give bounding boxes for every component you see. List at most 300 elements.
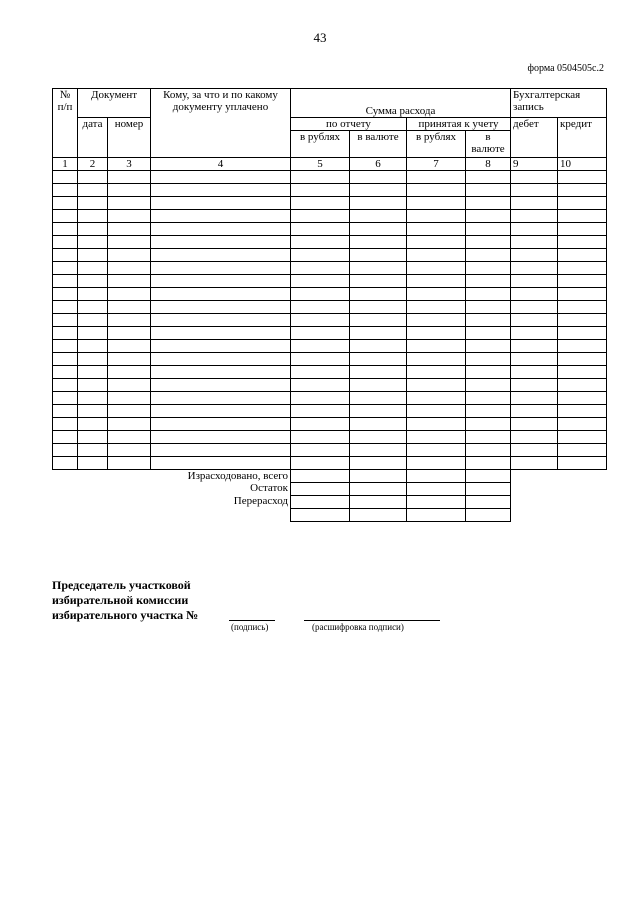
table-cell: [151, 170, 291, 183]
table-cell: [78, 313, 108, 326]
table-cell: [151, 183, 291, 196]
table-cell: [466, 378, 511, 391]
table-cell: [350, 404, 407, 417]
table-cell: [78, 274, 108, 287]
table-cell: [407, 443, 466, 456]
col-number-7: 7: [407, 157, 466, 170]
table-row: [53, 287, 607, 300]
table-cell: [511, 404, 558, 417]
table-cell: [53, 365, 78, 378]
table-cell: [350, 313, 407, 326]
signature-decode-caption: (расшифровка подписи): [312, 622, 404, 632]
table-row: [53, 196, 607, 209]
table-cell: [466, 183, 511, 196]
table-cell: [291, 430, 350, 443]
table-row: [53, 261, 607, 274]
table-cell: [151, 222, 291, 235]
table-cell: [53, 196, 78, 209]
table-cell: [291, 326, 350, 339]
table-cell: [466, 313, 511, 326]
table-row: [53, 443, 607, 456]
table-cell: [291, 209, 350, 222]
table-cell: [151, 430, 291, 443]
table-cell: [53, 222, 78, 235]
table-cell: [407, 222, 466, 235]
table-cell: [511, 391, 558, 404]
table-cell: [558, 274, 607, 287]
table-row: [53, 378, 607, 391]
table-cell: [108, 417, 151, 430]
table-cell: [108, 209, 151, 222]
overspend-row: [53, 495, 607, 508]
column-numbers-row: [53, 157, 607, 170]
table-cell: [407, 196, 466, 209]
table-cell: [78, 209, 108, 222]
table-cell: [108, 352, 151, 365]
table-cell: [151, 378, 291, 391]
table-cell: [291, 222, 350, 235]
table-cell: [350, 222, 407, 235]
table-cell: [558, 417, 607, 430]
table-cell: [511, 261, 558, 274]
overspend-label: Перерасход: [233, 495, 288, 507]
table-cell: [108, 222, 151, 235]
table-cell: [350, 235, 407, 248]
table-cell: [407, 378, 466, 391]
table-cell: [466, 443, 511, 456]
table-row: [53, 222, 607, 235]
table-cell: [108, 274, 151, 287]
header-by-report: по отчету: [291, 118, 407, 131]
table-row: [53, 391, 607, 404]
table-cell: [291, 443, 350, 456]
table-cell: [350, 248, 407, 261]
table-cell: [466, 300, 511, 313]
table-cell: [558, 261, 607, 274]
header-debit: дебет: [511, 118, 558, 158]
table-cell: [558, 183, 607, 196]
table-cell: [108, 183, 151, 196]
table-cell: [53, 417, 78, 430]
table-cell: [511, 326, 558, 339]
chairman-title-line: избирательного участка №: [52, 608, 199, 622]
balance-row: [53, 482, 607, 495]
header-document: Документ: [78, 89, 151, 118]
table-cell: [466, 404, 511, 417]
table-row: [53, 339, 607, 352]
extra-sum-row: [53, 508, 607, 521]
header-date: дата: [78, 118, 108, 158]
table-cell: [466, 391, 511, 404]
table-cell: [407, 417, 466, 430]
header-docnum: номер: [108, 118, 151, 158]
page-number: 43: [313, 30, 327, 45]
table-cell: [151, 196, 291, 209]
table-cell: [407, 287, 466, 300]
table-cell: [53, 209, 78, 222]
header-report-currency: в валюте: [350, 131, 407, 158]
table-cell: [558, 430, 607, 443]
table-cell: [407, 274, 466, 287]
table-row: [53, 183, 607, 196]
table-cell: [78, 248, 108, 261]
table-cell: [558, 352, 607, 365]
table-cell: [558, 170, 607, 183]
table-cell: [511, 209, 558, 222]
table-cell: [53, 235, 78, 248]
table-cell: [558, 209, 607, 222]
col-number-9: 9: [511, 157, 558, 170]
header-row-1: [53, 89, 607, 118]
table-cell: [151, 287, 291, 300]
expense-report-table: [52, 88, 607, 522]
table-row: [53, 209, 607, 222]
table-cell: [558, 391, 607, 404]
table-cell: [108, 287, 151, 300]
table-cell: [558, 313, 607, 326]
table-cell: [511, 222, 558, 235]
table-cell: [53, 352, 78, 365]
col-number-1: 1: [53, 157, 78, 170]
table-cell: [466, 456, 511, 469]
table-row: [53, 235, 607, 248]
table-row: [53, 248, 607, 261]
table-row: [53, 170, 607, 183]
table-cell: [78, 261, 108, 274]
table-cell: [350, 209, 407, 222]
table-cell: [511, 287, 558, 300]
table-cell: [291, 274, 350, 287]
table-cell: [291, 287, 350, 300]
table-cell: [466, 170, 511, 183]
table-cell: [558, 378, 607, 391]
signature-decode-line: [304, 620, 440, 621]
table-cell: [78, 456, 108, 469]
table-cell: [108, 404, 151, 417]
table-cell: [511, 339, 558, 352]
table-cell: [53, 378, 78, 391]
table-cell: [407, 313, 466, 326]
table-row: [53, 456, 607, 469]
table-cell: [53, 261, 78, 274]
table-cell: [511, 456, 558, 469]
table-cell: [78, 378, 108, 391]
table-cell: [53, 248, 78, 261]
table-row: [53, 352, 607, 365]
table-cell: [407, 430, 466, 443]
table-cell: [151, 326, 291, 339]
total-spent-label: Израсходовано, всего: [187, 469, 288, 482]
table-cell: [350, 391, 407, 404]
table-cell: [151, 274, 291, 287]
table-cell: [291, 456, 350, 469]
table-cell: [558, 326, 607, 339]
table-cell: [291, 391, 350, 404]
header-accepted-currency: в валюте: [466, 131, 511, 158]
table-cell: [291, 248, 350, 261]
table-cell: [151, 300, 291, 313]
table-cell: [350, 352, 407, 365]
table-cell: [151, 443, 291, 456]
table-cell: [466, 274, 511, 287]
table-row: [53, 326, 607, 339]
balance-cell: [291, 482, 350, 495]
table-cell: [511, 430, 558, 443]
table-cell: [151, 261, 291, 274]
header-whom: Кому, за что и по какому документу уплачено: [151, 89, 291, 158]
table-cell: [407, 170, 466, 183]
header-accepted-rub: в рублях: [407, 131, 466, 158]
table-cell: [558, 404, 607, 417]
table-cell: [108, 313, 151, 326]
table-cell: [558, 456, 607, 469]
table-cell: [53, 170, 78, 183]
form-code: форма 0504505с.2: [527, 63, 604, 74]
table-cell: [407, 261, 466, 274]
table-cell: [151, 456, 291, 469]
table-cell: [291, 352, 350, 365]
table-cell: [407, 339, 466, 352]
table-cell: [466, 222, 511, 235]
table-row: [53, 430, 607, 443]
table-cell: [53, 300, 78, 313]
table-cell: [53, 339, 78, 352]
table-cell: [511, 183, 558, 196]
col-number-6: 6: [350, 157, 407, 170]
table-cell: [108, 339, 151, 352]
col-number-8: 8: [466, 157, 511, 170]
table-cell: [78, 300, 108, 313]
table-cell: [350, 326, 407, 339]
table-cell: [407, 365, 466, 378]
table-cell: [78, 391, 108, 404]
table-cell: [291, 183, 350, 196]
table-cell: [350, 183, 407, 196]
table-cell: [108, 248, 151, 261]
header-num: № п/п: [53, 89, 78, 131]
table-cell: [291, 170, 350, 183]
table-cell: [78, 443, 108, 456]
table-cell: [350, 456, 407, 469]
table-cell: [350, 378, 407, 391]
table-row: [53, 417, 607, 430]
table-cell: [466, 248, 511, 261]
header-row-2: [53, 118, 607, 131]
table-cell: [466, 417, 511, 430]
table-row: [53, 404, 607, 417]
table-cell: [291, 313, 350, 326]
table-cell: [407, 391, 466, 404]
table-cell: [350, 365, 407, 378]
table-cell: [53, 391, 78, 404]
table-cell: [53, 313, 78, 326]
table-cell: [466, 352, 511, 365]
table-cell: [53, 456, 78, 469]
table-cell: [151, 235, 291, 248]
table-cell: [53, 404, 78, 417]
table-cell: [53, 430, 78, 443]
table-cell: [350, 274, 407, 287]
table-cell: [151, 313, 291, 326]
table-cell: [511, 300, 558, 313]
total-spent-cell: [291, 469, 350, 482]
table-cell: [151, 404, 291, 417]
table-cell: [108, 365, 151, 378]
table-cell: [108, 170, 151, 183]
table-cell: [511, 235, 558, 248]
table-cell: [78, 404, 108, 417]
table-cell: [466, 287, 511, 300]
table-cell: [350, 287, 407, 300]
table-cell: [108, 443, 151, 456]
table-row: [53, 274, 607, 287]
table-cell: [466, 326, 511, 339]
table-cell: [511, 417, 558, 430]
table-cell: [511, 378, 558, 391]
balance-label: Остаток: [250, 482, 288, 494]
table-cell: [53, 274, 78, 287]
table-cell: [78, 365, 108, 378]
table-cell: [108, 235, 151, 248]
table-cell: [291, 300, 350, 313]
table-cell: [407, 404, 466, 417]
table-cell: [151, 339, 291, 352]
table-cell: [151, 391, 291, 404]
header-accepted: принятая к учету: [407, 118, 511, 131]
table-cell: [291, 378, 350, 391]
table-cell: [53, 287, 78, 300]
table-cell: [407, 456, 466, 469]
table-cell: [291, 365, 350, 378]
table-cell: [466, 209, 511, 222]
table-cell: [291, 196, 350, 209]
table-cell: [466, 365, 511, 378]
header-credit: кредит: [558, 118, 607, 158]
table-cell: [78, 235, 108, 248]
chairman-title-line: избирательной комиссии: [52, 593, 189, 607]
table-cell: [466, 261, 511, 274]
table-cell: [407, 183, 466, 196]
table-cell: [511, 443, 558, 456]
table-cell: [466, 339, 511, 352]
table-row: [53, 365, 607, 378]
table-cell: [558, 287, 607, 300]
table-cell: [466, 235, 511, 248]
header-report-rub: в рублях: [291, 131, 350, 158]
table-cell: [350, 196, 407, 209]
table-cell: [78, 170, 108, 183]
table-cell: [108, 300, 151, 313]
table-cell: [151, 248, 291, 261]
table-cell: [511, 196, 558, 209]
table-cell: [511, 170, 558, 183]
table-cell: [53, 443, 78, 456]
col-number-4: 4: [151, 157, 291, 170]
table-cell: [78, 196, 108, 209]
table-cell: [78, 183, 108, 196]
table-cell: [291, 261, 350, 274]
table-cell: [350, 170, 407, 183]
table-cell: [108, 326, 151, 339]
total-spent-row: [53, 469, 607, 482]
table-cell: [350, 443, 407, 456]
table-row: [53, 313, 607, 326]
table-cell: [53, 183, 78, 196]
table-cell: [511, 313, 558, 326]
header-accounting: Бухгалтерская запись: [511, 89, 607, 118]
table-cell: [511, 352, 558, 365]
table-cell: [407, 209, 466, 222]
table-cell: [53, 326, 78, 339]
table-cell: [511, 248, 558, 261]
table-row: [53, 300, 607, 313]
table-cell: [108, 391, 151, 404]
table-cell: [350, 261, 407, 274]
table-cell: [466, 430, 511, 443]
table-cell: [350, 430, 407, 443]
table-cell: [291, 235, 350, 248]
table-cell: [108, 196, 151, 209]
table-cell: [407, 248, 466, 261]
table-cell: [291, 417, 350, 430]
table-cell: [350, 417, 407, 430]
table-cell: [151, 352, 291, 365]
table-cell: [108, 261, 151, 274]
table-cell: [407, 326, 466, 339]
overspend-cell: [291, 495, 350, 508]
col-number-10: 10: [558, 157, 607, 170]
table-cell: [558, 222, 607, 235]
table-cell: [558, 339, 607, 352]
table-cell: [558, 300, 607, 313]
table-cell: [108, 456, 151, 469]
table-cell: [151, 365, 291, 378]
col-number-5: 5: [291, 157, 350, 170]
table-cell: [108, 378, 151, 391]
table-cell: [78, 326, 108, 339]
chairman-title-line: Председатель участковой: [52, 578, 191, 592]
table-cell: [407, 235, 466, 248]
table-cell: [407, 300, 466, 313]
table-cell: [558, 248, 607, 261]
table-cell: [291, 339, 350, 352]
table-cell: [108, 430, 151, 443]
table-cell: [78, 417, 108, 430]
col-number-3: 3: [108, 157, 151, 170]
table-cell: [407, 352, 466, 365]
signature-caption: (подпись): [231, 622, 269, 632]
table-cell: [151, 209, 291, 222]
table-cell: [151, 417, 291, 430]
table-cell: [78, 222, 108, 235]
table-cell: [558, 235, 607, 248]
table-cell: [291, 404, 350, 417]
table-cell: [350, 300, 407, 313]
header-num-spacer: [53, 131, 78, 158]
table-cell: [78, 339, 108, 352]
table-cell: [466, 196, 511, 209]
table-cell: [558, 443, 607, 456]
table-cell: [558, 365, 607, 378]
header-sum: Сумма расхода: [291, 89, 511, 118]
table-cell: [350, 339, 407, 352]
table-cell: [78, 352, 108, 365]
table-cell: [78, 287, 108, 300]
chairman-title: [52, 578, 198, 623]
table-cell: [78, 430, 108, 443]
table-cell: [511, 365, 558, 378]
signature-line: [229, 620, 275, 621]
